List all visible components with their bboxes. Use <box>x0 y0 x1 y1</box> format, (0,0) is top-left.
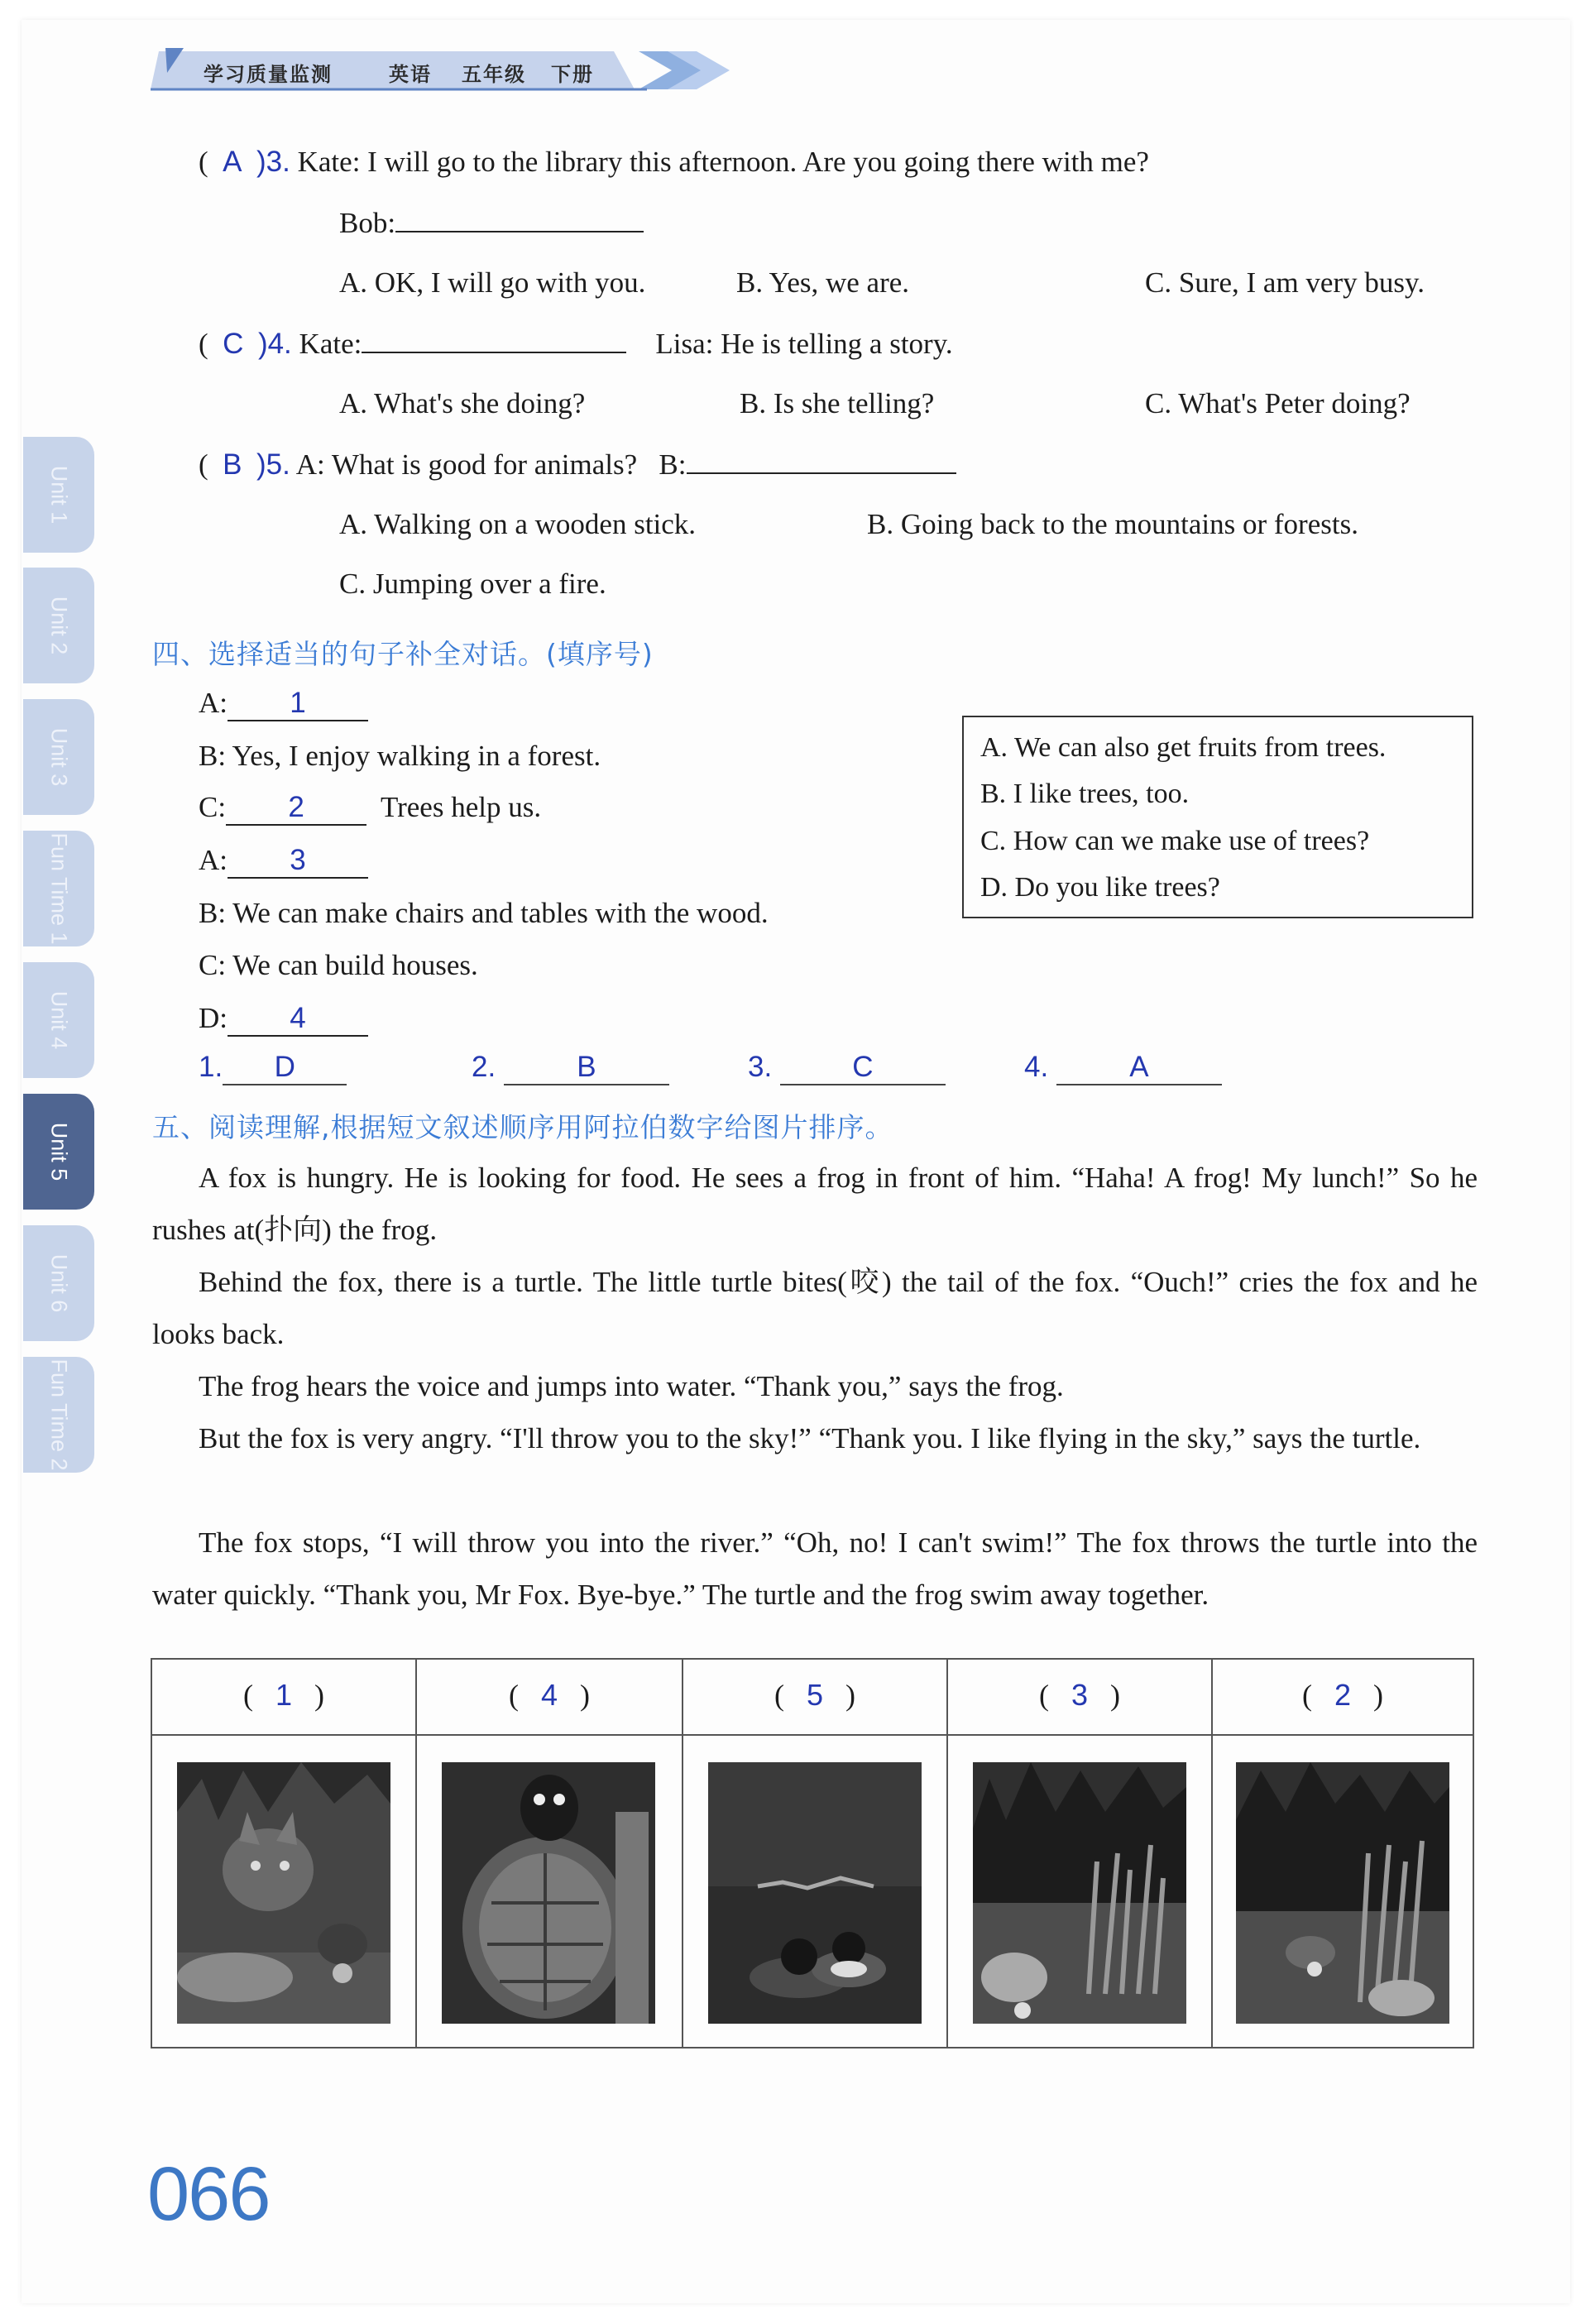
passage-paragraph-1: A fox is hungry. He is looking for food. He sees a frog in front of him. “Haha! A frog! My lunch!” So he rushes at(扑向) the frog. <box>152 1162 1478 1246</box>
dialogue-line-4: A: 3 <box>199 844 368 879</box>
q3-reply: Bob: <box>339 207 644 240</box>
header-grade: 五年级 <box>462 63 526 86</box>
q4-line: ( C )4. Kate: Lisa: He is telling a story. <box>199 328 953 360</box>
dialogue-blank-2[interactable]: 2 <box>226 791 366 826</box>
q5-opt-a: A. Walking on a wooden stick. <box>339 508 697 540</box>
page-number: 066 <box>147 2152 270 2236</box>
q5-opt-c: C. Jumping over a fire. <box>339 568 606 600</box>
dialogue-line-3: C: 2 Trees help us. <box>199 791 541 826</box>
picture-cell-5: ( 2 ) <box>1213 1660 1473 2047</box>
answer-2[interactable]: B <box>504 1051 669 1085</box>
picture-cell-2: ( 4 ) <box>417 1660 683 2047</box>
tab-unit-4[interactable]: Unit 4 <box>23 962 94 1078</box>
picture-order-4[interactable]: 3 <box>1071 1678 1089 1712</box>
picture-cell-1: ( 1 ) <box>152 1660 417 2047</box>
q3-answer: A <box>223 146 242 178</box>
answer-3[interactable]: C <box>780 1051 946 1085</box>
turtle-and-frog-swim-picture <box>708 1762 922 2024</box>
dialogue-blank-4[interactable]: 4 <box>228 1002 368 1037</box>
q3-line: ( A )3. Kate: I will go to the library this afternoon. Are you going there with me? <box>199 146 1149 178</box>
section4-heading: 四、选择适当的句子补全对话。(填序号) <box>152 638 654 670</box>
passage-paragraph-5: The fox stops, “I will throw you into the river.” “Oh, no! I can't swim!” The fox throws the turtle into the water quickly. “Thank you, Mr Fox. Bye-bye.” The turtle and the frog swim away together. <box>152 1526 1478 1611</box>
q5-line: ( B )5. A: What is good for animals? B: <box>199 448 956 482</box>
header-volume: 下册 <box>551 63 594 86</box>
passage-paragraph-3: The frog hears the voice and jumps into water. “Thank you,” says the frog. <box>199 1370 1064 1402</box>
pond-reeds-picture-2 <box>1236 1762 1449 2024</box>
section5-heading: 五、阅读理解,根据短文叙述顺序用阿拉伯数字给图片排序。 <box>152 1111 893 1143</box>
dialogue-blank-1[interactable]: 1 <box>228 687 368 721</box>
tab-unit-6[interactable]: Unit 6 <box>23 1225 94 1341</box>
answer-1[interactable]: D <box>223 1051 347 1085</box>
options-box <box>962 716 1473 918</box>
answer-row-1: 1. D <box>199 1051 347 1085</box>
passage-paragraph-4: But the fox is very angry. “I'll throw you to the sky!” “Thank you. I like flying in the sky,” says the turtle. <box>199 1422 1421 1454</box>
picture-order-2[interactable]: 4 <box>540 1678 558 1712</box>
dialogue-line-7: D: 4 <box>199 1002 368 1037</box>
dialogue-blank-3[interactable]: 3 <box>228 844 368 879</box>
picture-order-1[interactable]: 1 <box>275 1678 293 1712</box>
tab-unit-1[interactable]: Unit 1 <box>23 437 94 553</box>
header-series-title: 学习质量监测 <box>204 63 333 86</box>
q5-opt-b: B. Going back to the mountains or forests. <box>867 508 1358 540</box>
tab-unit-5[interactable]: Unit 5 <box>23 1094 94 1210</box>
picture-table <box>151 1658 1474 2048</box>
answer-4[interactable]: A <box>1056 1051 1222 1085</box>
option-a: A. We can also get fruits from trees. <box>980 732 1387 763</box>
turtle-picture <box>442 1762 655 2024</box>
option-c: C. How can we make use of trees? <box>980 826 1370 856</box>
q3-prompt: Kate: I will go to the library this afternoon. Are you going there with me? <box>297 146 1149 178</box>
picture-order-3[interactable]: 5 <box>806 1678 824 1712</box>
dialogue-line-5: B: We can make chairs and tables with the wood. <box>199 897 769 929</box>
option-b: B. I like trees, too. <box>980 779 1190 809</box>
q3-opt-b: B. Yes, we are. <box>736 266 910 299</box>
tab-unit-3[interactable]: Unit 3 <box>23 699 94 815</box>
passage-paragraph-2: Behind the fox, there is a turtle. The little turtle bites(咬) the tail of the fox. “Ouch!” cries the fox and he looks back. <box>152 1266 1478 1350</box>
dialogue-line-1: A: 1 <box>199 687 368 721</box>
q4-blank[interactable] <box>362 352 626 353</box>
q4-answer: C <box>223 328 244 360</box>
tab-unit-2[interactable]: Unit 2 <box>23 568 94 683</box>
q4-opt-b: B. Is she telling? <box>740 387 935 419</box>
q5-blank[interactable] <box>687 472 956 474</box>
dialogue-line-2: B: Yes, I enjoy walking in a forest. <box>199 740 601 772</box>
answer-row-3: 3. C <box>748 1051 946 1085</box>
answer-row-2: 2. B <box>472 1051 669 1085</box>
option-d: D. Do you like trees? <box>980 872 1220 903</box>
tab-fun-time-2[interactable]: Fun Time 2 <box>23 1357 94 1473</box>
pond-reeds-picture-1 <box>973 1762 1186 2024</box>
picture-cell-3: ( 5 ) <box>683 1660 948 2047</box>
q3-opt-c: C. Sure, I am very busy. <box>1145 266 1425 299</box>
q4-reply: Lisa: He is telling a story. <box>655 328 953 360</box>
q4-opt-c: C. What's Peter doing? <box>1145 387 1411 419</box>
q5-answer: B <box>223 448 242 481</box>
dialogue-line-6: C: We can build houses. <box>199 949 478 981</box>
picture-order-5[interactable]: 2 <box>1334 1678 1352 1712</box>
picture-cell-4: ( 3 ) <box>948 1660 1213 2047</box>
q3-blank[interactable] <box>395 231 644 232</box>
header-subject: 英语 <box>389 63 432 86</box>
answer-row-4: 4. A <box>1024 1051 1222 1085</box>
q4-opt-a: A. What's she doing? <box>339 387 586 419</box>
fox-and-frog-picture <box>177 1762 390 2024</box>
q3-opt-a: A. OK, I will go with you. <box>339 266 646 299</box>
tab-fun-time-1[interactable]: Fun Time 1 <box>23 831 94 946</box>
